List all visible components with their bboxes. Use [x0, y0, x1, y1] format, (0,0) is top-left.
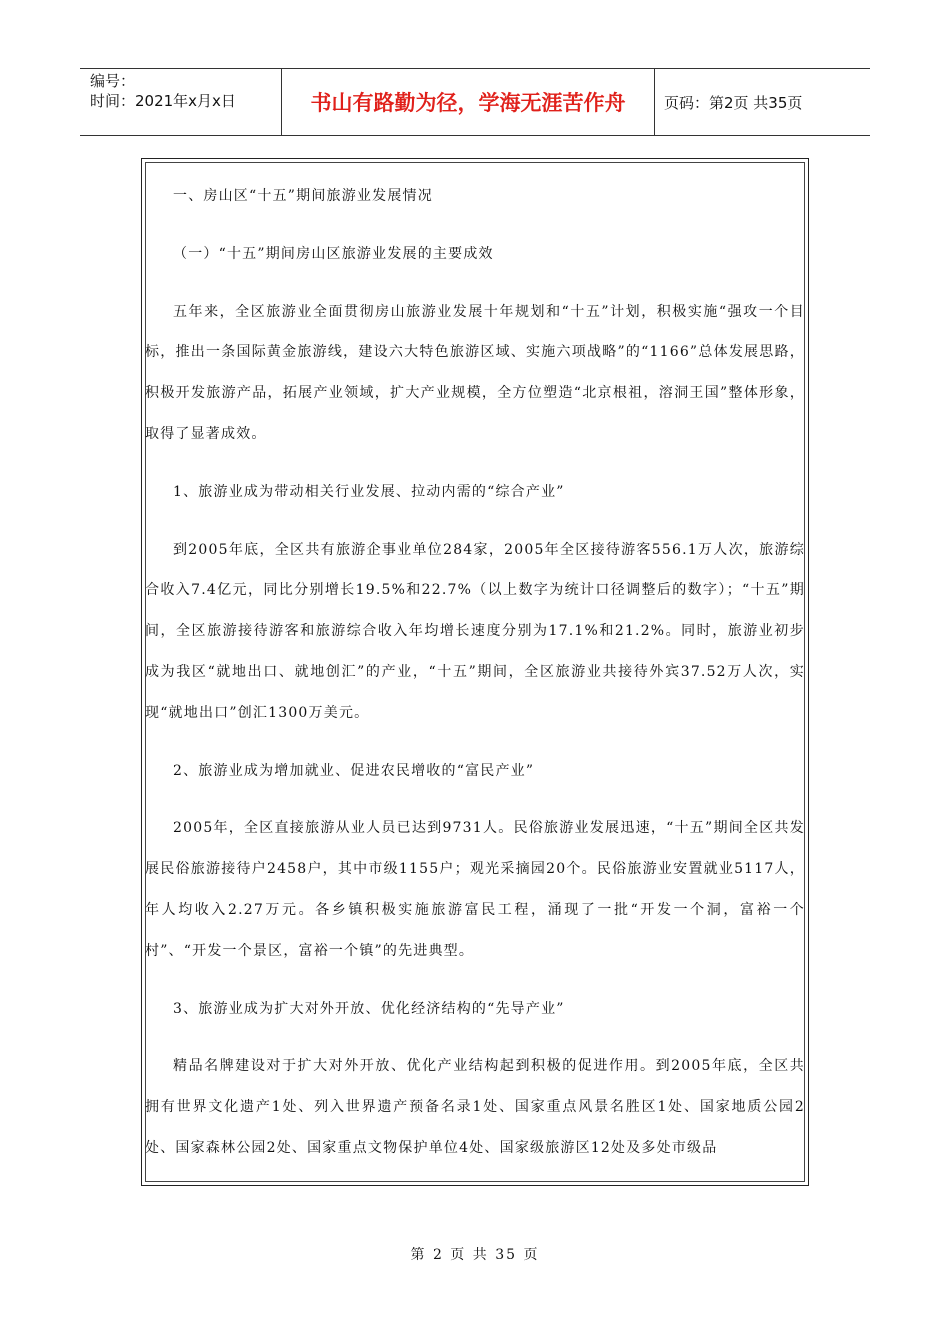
point-heading-3: 3、旅游业成为扩大对外开放、优化经济结构的“先导产业” — [173, 1000, 565, 1017]
paragraph-overview: 五年来，全区旅游业全面贯彻房山旅游业发展十年规划和“十五”计划，积极实施“强攻一个目标，推出一条国际黄金旅游线，建设六大特色旅游区域、实施六项战略”的“1166”总体发展思路，积极开发旅游产品，拓展产业领域，扩大产业规模，全方位塑造“北京根祖，溶洞王国”整体形象，取得了显著成效。 — [145, 303, 805, 442]
point-heading-2: 2、旅游业成为增加就业、促进农民增收的“富民产业” — [173, 762, 535, 779]
section-heading: 一、房山区“十五”期间旅游业发展情况 — [173, 188, 433, 204]
paragraph-point-2: 2005年，全区直接旅游从业人员已达到9731人。民俗旅游业发展迅速，“十五”期间全区共发展民俗旅游接待户2458户，其中市级1155户；观光采摘园20个。民俗旅游业安置就业5117人，年人均收入2.27万元。各乡镇积极实施旅游富民工程，涌现了一批“开发一个洞，富裕一个村”、“开发一个景区，富裕一个镇”的先进典型。 — [145, 820, 805, 959]
document-body — [145, 176, 805, 1180]
paragraph-point-3: 精品名牌建设对于扩大对外开放、优化产业结构起到积极的促进作用。到2005年底，全区共拥有世界文化遗产1处、列入世界遗产预备名录1处、国家重点风景名胜区1处、国家地质公园2处、国家森林公园2处、国家重点文物保护单位4处、国家级旅游区12处及多处市级品 — [145, 1058, 805, 1156]
time-line: 时间：2021年x月x日 — [90, 92, 236, 110]
subsection-heading: （一）“十五”期间房山区旅游业发展的主要成效 — [173, 245, 494, 262]
paragraph-point-1: 到2005年底，全区共有旅游企事业单位284家，2005年全区接待游客556.1万人次，旅游综合收入7.4亿元，同比分别增长19.5%和22.7%（以上数字为统计口径调整后的数字）；“十五”期间，全区旅游接待游客和旅游综合收入年均增长速度分别为17.1%和21.2%。同时，旅游业初步成为我区“就地出口、就地创汇”的产业，“十五”期间，全区旅游业共接待外宾37.52万人次，实现“就地出口”创汇1300万美元。 — [145, 541, 805, 721]
header-motto: 书山有路勤为径，学海无涯苦作舟 — [282, 69, 655, 135]
header-page-info: 页码：第2页 共35页 — [664, 93, 803, 112]
point-heading-1: 1、旅游业成为带动相关行业发展、拉动内需的“综合产业” — [173, 483, 565, 500]
header-meta — [80, 69, 282, 135]
document-header — [80, 68, 870, 136]
serial-label: 编号： — [90, 72, 136, 90]
page-footer: 第 2 页 共 35 页 — [410, 1247, 540, 1263]
